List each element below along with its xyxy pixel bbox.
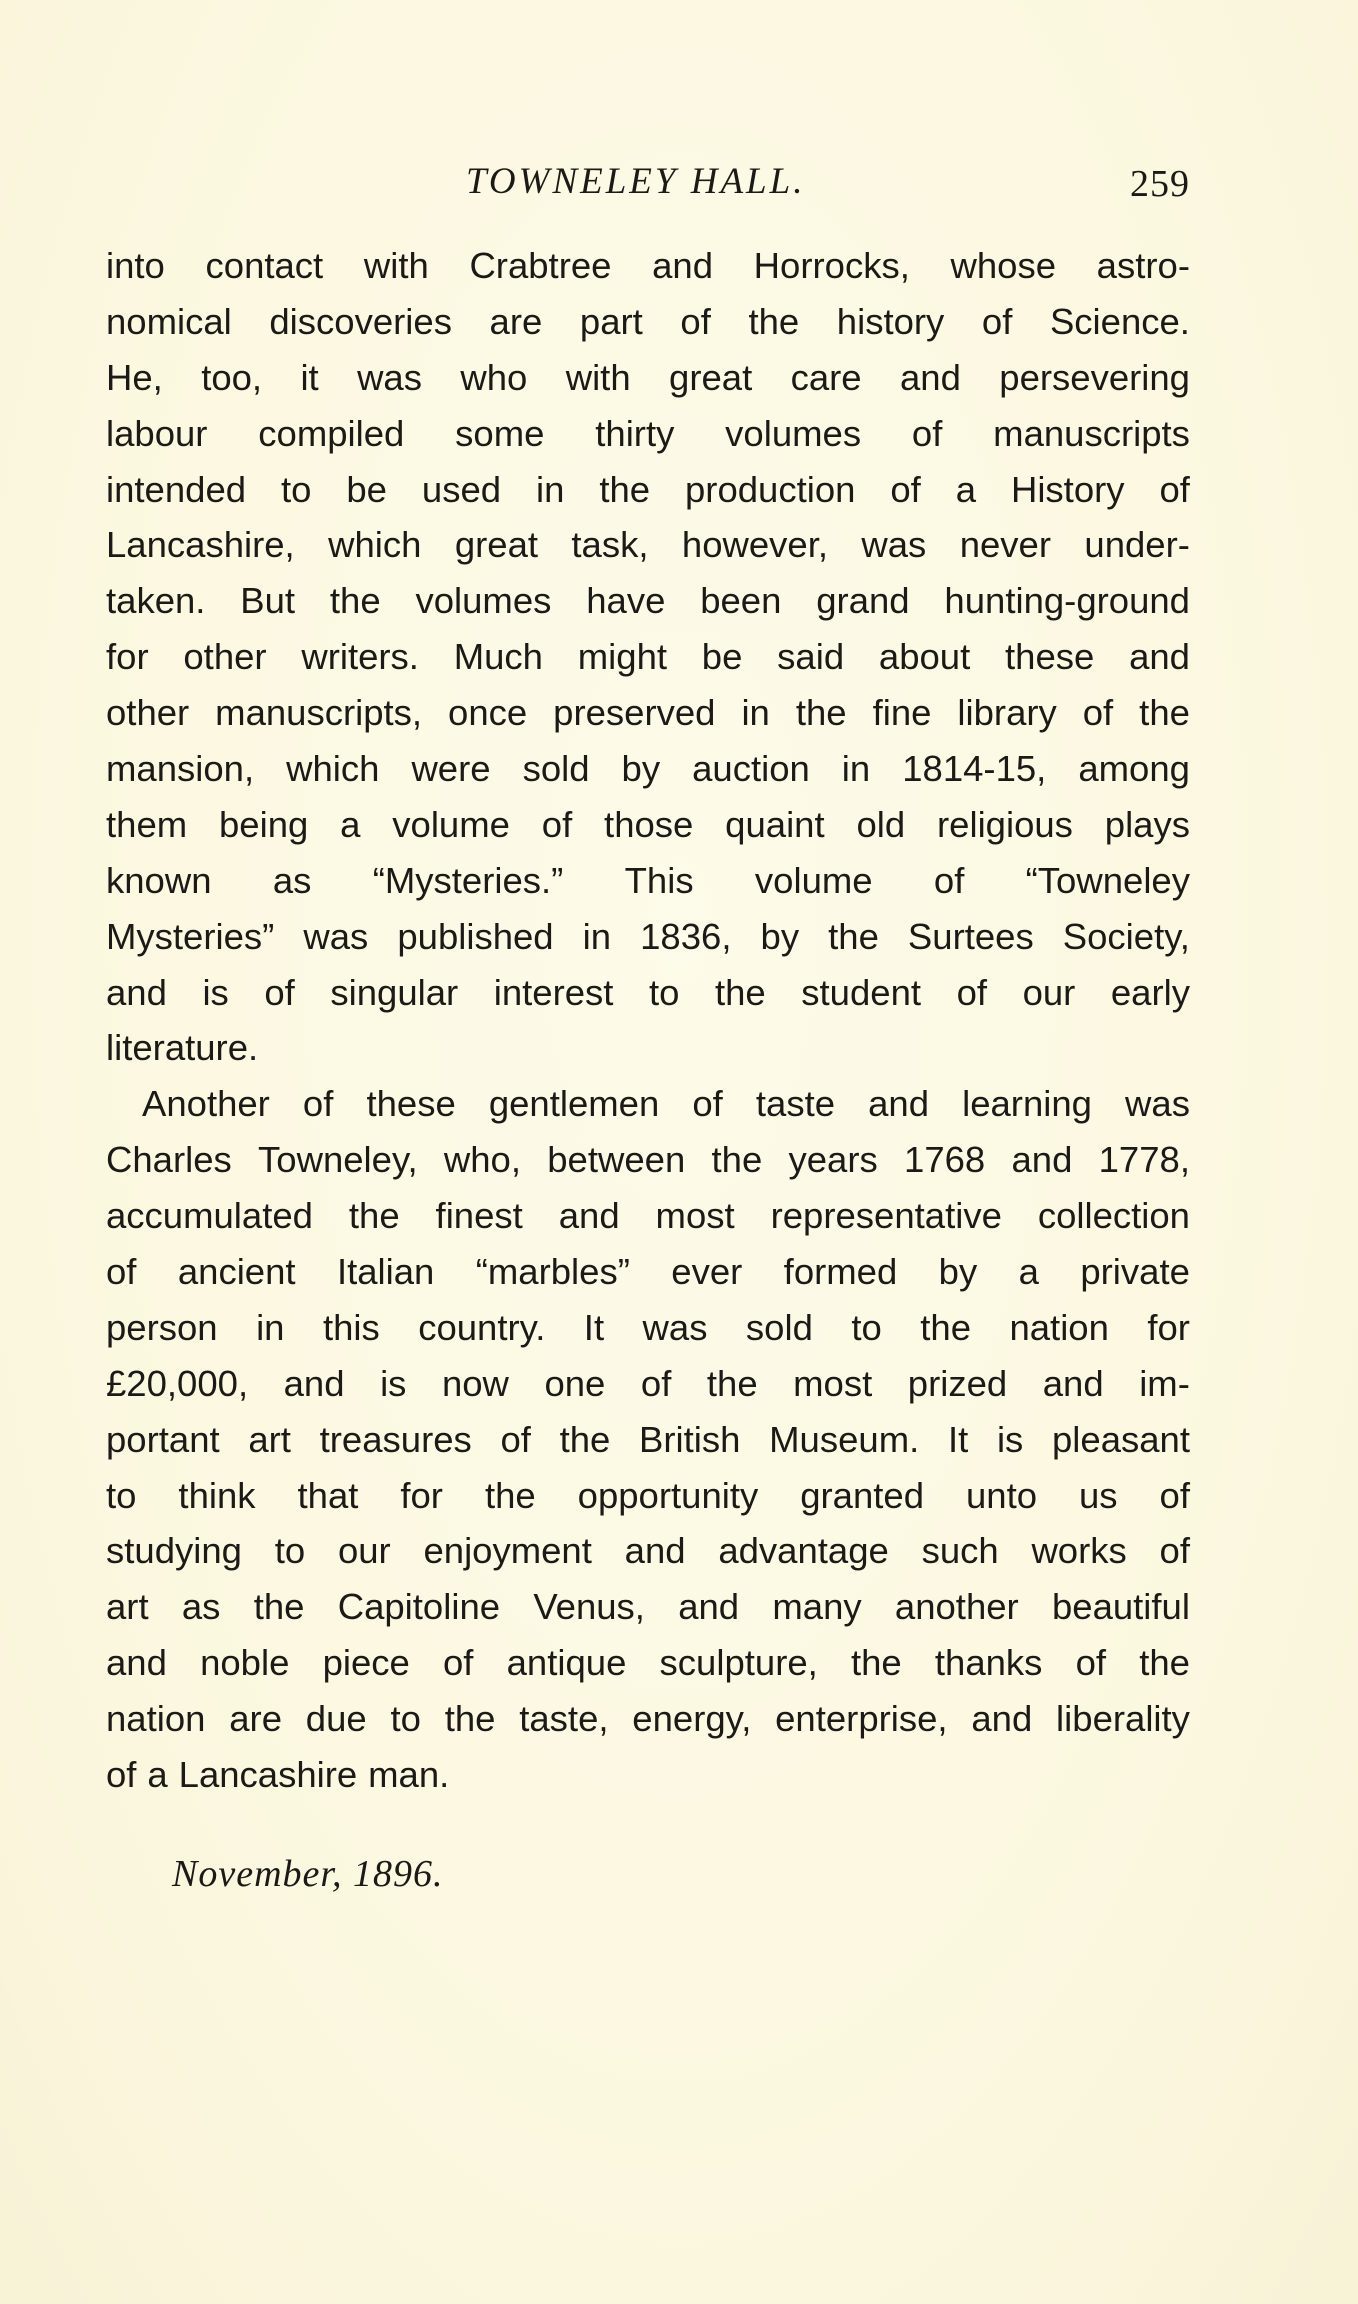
text-line: and is of singular interest to the student of our early [106,971,1190,1013]
text-line: to think that for the opportunity granted unto us of [106,1474,1190,1516]
text-line: portant art treasures of the British Museum. It is pleasant [106,1418,1190,1460]
text-line: nation are due to the taste, energy, enterprise, and liberality [106,1698,1190,1740]
text-line: known as “Mysteries.” This volume of “Towneley [106,859,1190,901]
signoff-date: November, 1896. [172,1853,444,1895]
text-line: mansion, which were sold by auction in 1814-15, among [106,748,1190,790]
text-line: and noble piece of antique sculpture, the thanks of the [106,1642,1190,1684]
text-line: art as the Capitoline Venus, and many another beautiful [106,1586,1190,1628]
text-line: accumulated the finest and most representative collection [106,1195,1190,1237]
text-line: into contact with Crabtree and Horrocks, whose astro- [106,245,1190,286]
text-line: nomical discoveries are part of the history of Science. [106,300,1190,342]
text-line: studying to our enjoyment and advantage such works of [106,1530,1190,1572]
running-head [0,160,1358,220]
text-line: He, too, it was who with great care and persevering [106,356,1190,398]
text-line: Mysteries” was published in 1836, by the Surtees Society, [106,915,1190,957]
text-line: for other writers. Much might be said about these and [106,636,1190,678]
paragraph [106,238,1190,1076]
text-line: Another of these gentlemen of taste and learning was [142,1083,1190,1125]
text-line: Lancashire, which great task, however, was never under- [106,524,1190,566]
text-line: of a Lancashire man. [106,1754,450,1796]
text-line: labour compiled some thirty volumes of manuscripts [106,412,1190,454]
text-line: intended to be used in the production of a History of [106,468,1190,510]
text-line: person in this country. It was sold to the nation for [106,1306,1190,1348]
text-line: taken. But the volumes have been grand hunting-ground [106,580,1190,622]
text-line: them being a volume of those quaint old religious plays [106,803,1190,845]
running-title: TOWNELEY HALL. [466,161,806,202]
text-line: Charles Towneley, who, between the years 1768 and 1778, [106,1139,1190,1181]
body-text [106,238,1190,1803]
page-number: 259 [1130,163,1190,205]
text-line: literature. [106,1027,259,1069]
text-line: other manuscripts, once preserved in the fine library of the [106,692,1190,734]
paragraph [106,1076,1190,1803]
text-line: £20,000, and is now one of the most prized and im- [106,1362,1190,1404]
text-line: of ancient Italian “marbles” ever formed by a private [106,1251,1190,1293]
